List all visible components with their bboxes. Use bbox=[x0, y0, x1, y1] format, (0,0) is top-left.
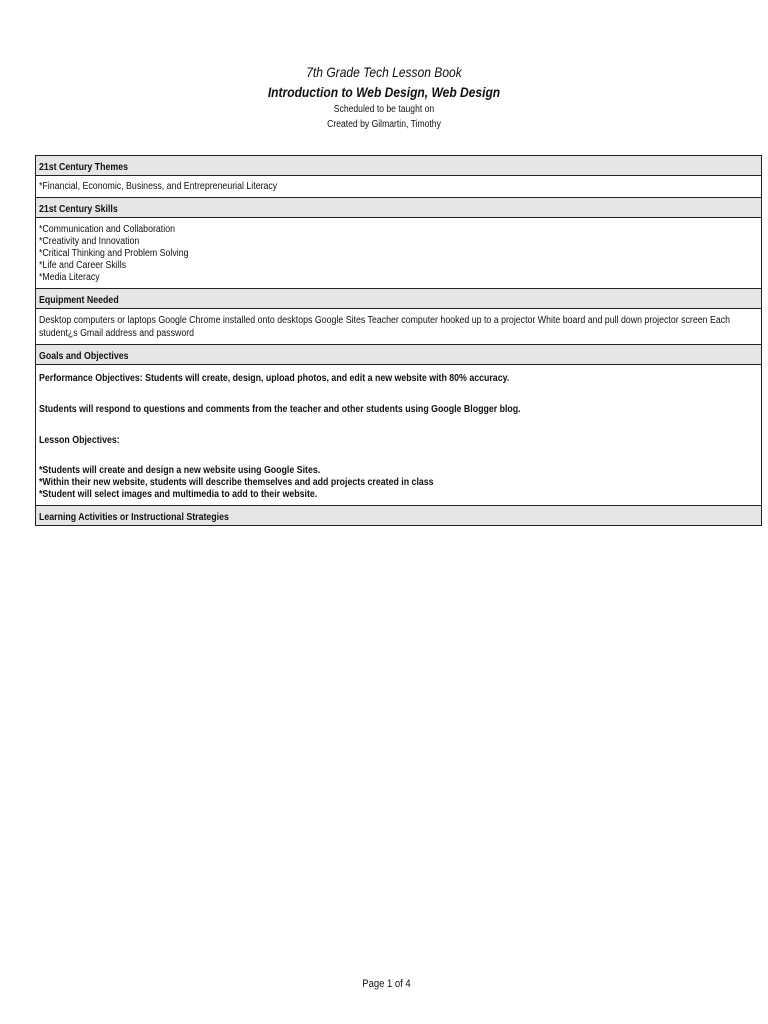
section-header-equipment bbox=[36, 289, 762, 309]
author-line: Created by Gilmartin, Timothy bbox=[327, 119, 441, 130]
section-content-themes bbox=[36, 176, 762, 198]
section-header-activities bbox=[36, 506, 762, 526]
themes-heading: 21st Century Themes bbox=[39, 162, 129, 173]
skills-heading: 21st Century Skills bbox=[39, 204, 118, 215]
goals-heading: Goals and Objectives bbox=[39, 351, 129, 362]
equipment-heading: Equipment Needed bbox=[39, 295, 119, 306]
skill-item: *Life and Career Skills bbox=[39, 260, 127, 271]
skill-item: *Critical Thinking and Problem Solving bbox=[39, 248, 189, 259]
page-number: Page 1 of 4 bbox=[362, 978, 411, 990]
lesson-objective-item: *Student will select images and multimedia to add to their website. bbox=[39, 489, 318, 500]
section-content-equipment bbox=[36, 309, 762, 345]
section-content-goals bbox=[36, 365, 762, 506]
lesson-objectives-label: Lesson Objectives: bbox=[39, 435, 120, 446]
performance-objective: Performance Objectives: Students will create, design, upload photos, and edit a new website with 80% accuracy. bbox=[39, 373, 510, 384]
book-title: 7th Grade Tech Lesson Book bbox=[306, 64, 462, 80]
schedule-line: Scheduled to be taught on bbox=[333, 104, 435, 115]
theme-item: *Financial, Economic, Business, and Entrepreneurial Literacy bbox=[39, 181, 278, 192]
lesson-plan-table bbox=[35, 155, 762, 526]
section-header-themes bbox=[36, 156, 762, 176]
section-header-skills bbox=[36, 198, 762, 218]
skill-item: *Communication and Collaboration bbox=[39, 224, 175, 235]
lesson-title: Introduction to Web Design, Web Design bbox=[267, 84, 501, 100]
document-header bbox=[0, 62, 768, 132]
respond-objective: Students will respond to questions and comments from the teacher and other students using Google Blogger blog. bbox=[39, 404, 521, 415]
section-content-skills bbox=[36, 218, 762, 289]
skill-item: *Creativity and Innovation bbox=[39, 236, 140, 247]
lesson-objective-item: *Students will create and design a new website using Google Sites. bbox=[39, 465, 321, 476]
skill-item: *Media Literacy bbox=[39, 272, 100, 283]
equipment-text: Desktop computers or laptops Google Chrome installed onto desktops Google Sites Teacher computer hooked up to a projector White board and pull down projector screen Each student¿s Gmail address and password bbox=[39, 315, 731, 339]
lesson-objective-item: *Within their new website, students will describe themselves and add projects created in class bbox=[39, 477, 434, 488]
section-header-goals bbox=[36, 345, 762, 365]
activities-heading: Learning Activities or Instructional Strategies bbox=[39, 512, 229, 523]
